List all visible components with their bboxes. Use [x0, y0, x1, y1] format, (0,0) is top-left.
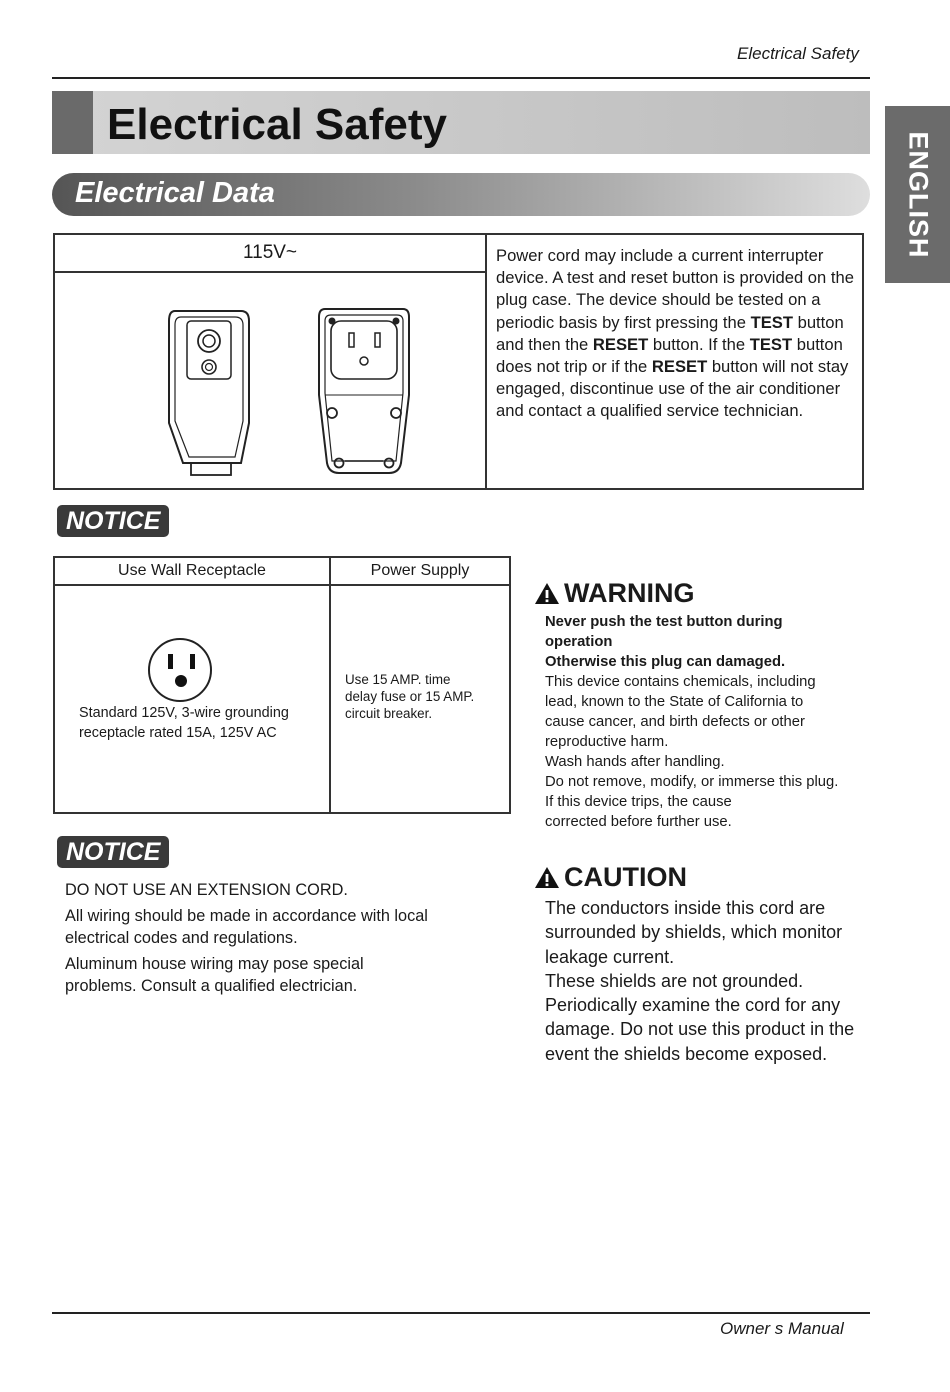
receptacle-column-header: Use Wall Receptacle [54, 557, 330, 585]
reset-term: RESET [651, 357, 708, 377]
test-term: TEST [750, 312, 793, 332]
footer-text: Owner s Manual [720, 1319, 844, 1338]
cord-description: Power cord may include a current interrupter device. A test and reset button is provided on the plug case. The device should be tested on a periodic basis by first pressing the TEST button and then the RESET button. If the TEST button does not trip or if the RESET button will not stay engaged, discontinue use of the air conditioner and contact a qualified service technician. [486, 234, 863, 489]
warning-heading: WARNING [534, 578, 695, 609]
supply-column-header: Power Supply [330, 557, 510, 585]
plug-side-illustration [163, 303, 263, 483]
section-title: Electrical Data [75, 177, 275, 209]
reset-term: RESET [592, 334, 649, 354]
warning-triangle-icon [534, 866, 560, 889]
title-accent-block [52, 91, 93, 154]
plug-front-illustration [309, 303, 419, 483]
outlet-ground-hole [175, 675, 187, 687]
electrical-data-table [53, 233, 864, 490]
warning-triangle-icon [534, 582, 560, 605]
notice-body: DO NOT USE AN EXTENSION CORD. All wiring should be made in accordance with local electrical codes and regulations. Aluminum house wiring may pose special problems. Consult a qualified electrician. [65, 881, 428, 995]
page-title: Electrical Safety [107, 100, 447, 149]
receptacle-cell [54, 585, 330, 813]
notice-badge: NOTICE [57, 836, 169, 868]
voltage-cell: 115V~ [54, 234, 486, 272]
language-tab-label: ENGLISH [903, 130, 933, 259]
running-head: Electrical Safety [737, 44, 859, 63]
caution-body: The conductors inside this cord are surrounded by shields, which monitor leakage current. These shields are not grounded. Periodically examine the cord for any damage. Do not use this product in the event the shields become exposed. [545, 898, 855, 1064]
power-supply-description: Use 15 AMP. time delay fuse or 15 AMP. circuit breaker. [330, 585, 510, 813]
wall-outlet-icon [148, 638, 212, 702]
receptacle-description: Standard 125V, 3-wire grounding receptacle rated 15A, 125V AC [79, 705, 289, 741]
plug-illustration-cell [54, 272, 486, 489]
top-rule [52, 77, 870, 79]
bottom-rule [52, 1312, 870, 1314]
test-term: TEST [749, 334, 793, 354]
caution-heading: CAUTION [534, 862, 687, 893]
language-tab [885, 106, 950, 283]
outlet-slot [190, 654, 195, 669]
warning-body: Never push the test button during operation Otherwise this plug can damaged. This device contains chemicals, including lead, known to the State of California to cause cancer, and birth defects or other reproductive harm. Wash hands after handling. Do not remove, modify, or immerse this plug. If this device trips, the cause corrected before further use. [545, 614, 839, 830]
outlet-slot [168, 654, 173, 669]
notice-badge: NOTICE [57, 505, 169, 537]
power-supply-table [53, 556, 511, 814]
